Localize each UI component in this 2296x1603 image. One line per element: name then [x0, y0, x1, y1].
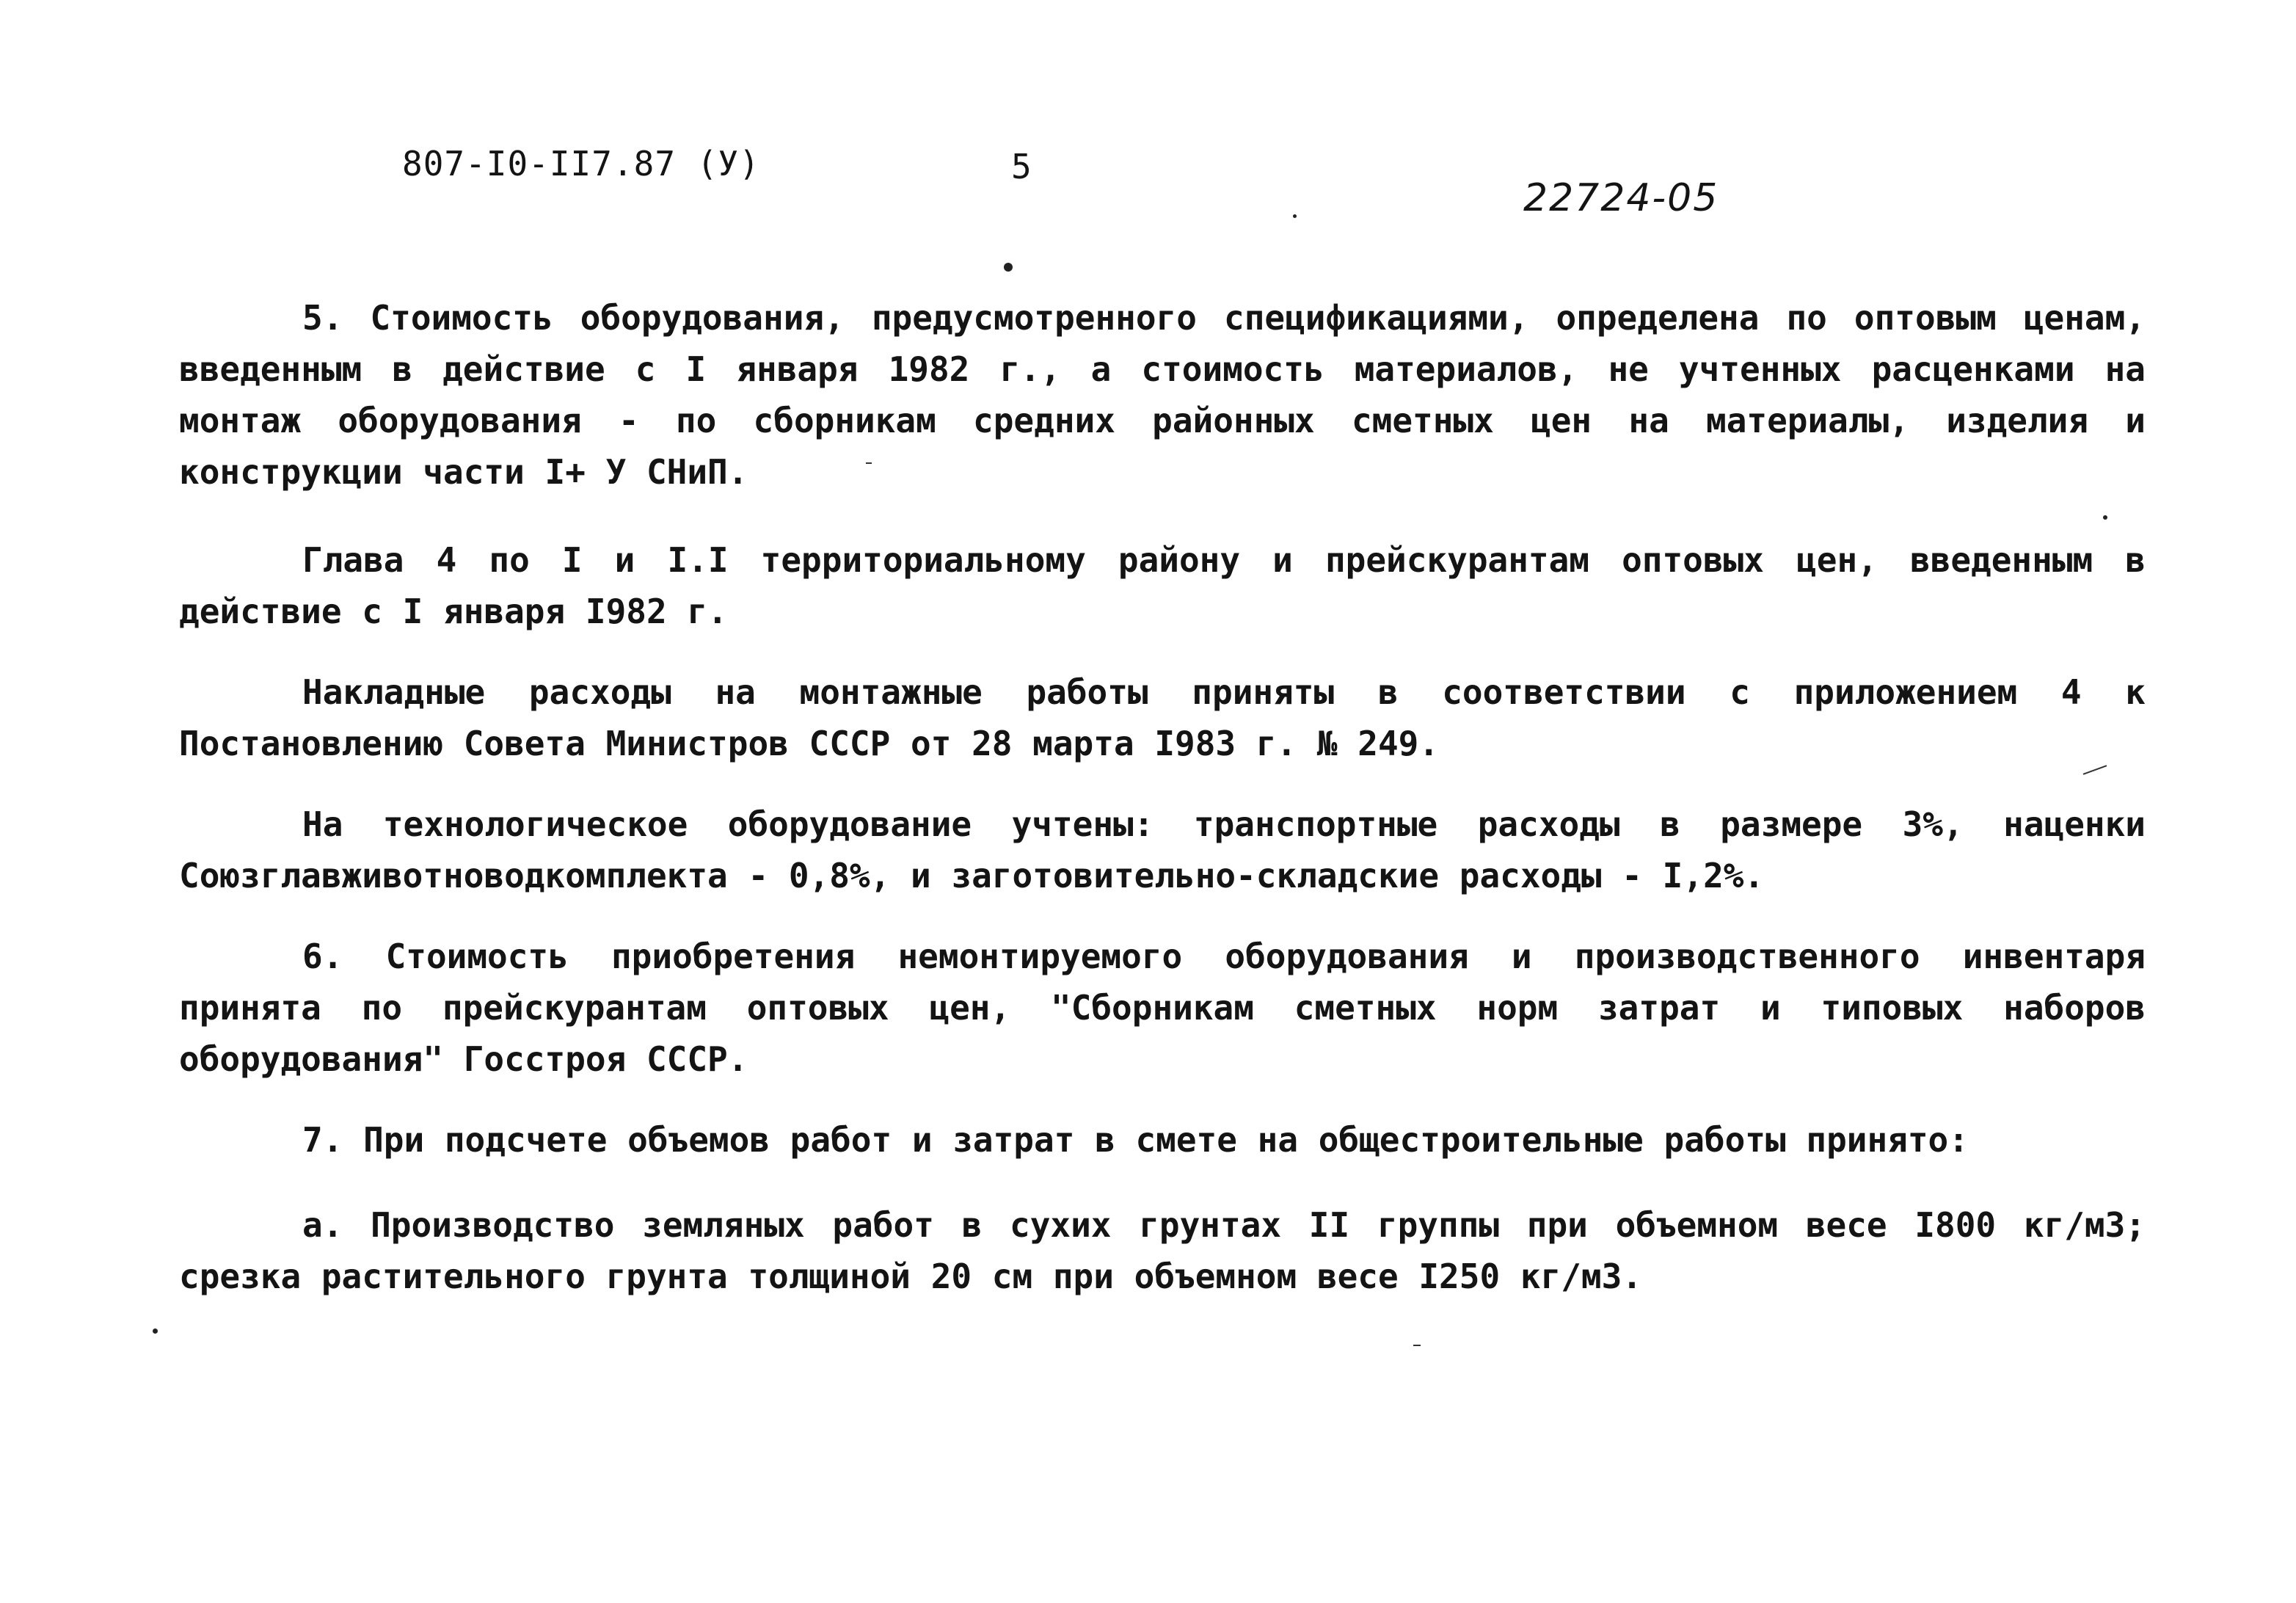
paragraph-5-equipment-cost: 5. Стоимость оборудования, предусмотренного спецификациями, определена по оптовым ценам, введенным в действие с I января 1982 г., а стоимость материалов, не учтенных расценками на монтаж оборудования - по сборникам средних районных сметных цен на материалы, изделия и конструкции части I+ У СНиП.: [179, 298, 2146, 492]
scan-mark: [866, 462, 872, 464]
paragraph-7-volume-calculation: 7. При подсчете объемов работ и затрат в смете на общестроительные работы принято:: [302, 1120, 1969, 1160]
archive-number: 22724-05: [1523, 176, 1719, 220]
document-code: 807-I0-II7.87 (У): [402, 144, 760, 183]
paragraph-a-earthworks: а. Производство земляных работ в сухих грунтах II группы при объемном весе I800 кг/м3; срезка растительного грунта толщиной 20 см при объемном весе I250 кг/м3.: [179, 1205, 2146, 1296]
scan-speck: [1004, 263, 1013, 272]
scan-mark: [1413, 1345, 1421, 1346]
paragraph-transport-markup: На технологическое оборудование учтены: транспортные расходы в размере 3%, наценки Союзглавживотноводкомплекта - 0,8%, и заготовительно-складские расходы - I,2%.: [179, 804, 2146, 895]
paragraph-overhead-costs: Накладные расходы на монтажные работы приняты в соответствии с приложением 4 к Постановлению Совета Министров СССР от 28 марта I983 г. № 249.: [179, 672, 2146, 763]
scan-speck: [1293, 214, 1297, 218]
paragraph-6-non-mounted-equipment: 6. Стоимость приобретения немонтируемого оборудования и производственного инвентаря принята по прейскурантам оптовых цен, "Сборникам сметных норм затрат и типовых наборов оборудования" Госстроя СССР.: [179, 937, 2146, 1079]
scan-speck: [153, 1328, 158, 1334]
paragraph-chapter-4: Глава 4 по I и I.I территориальному району и прейскурантам оптовых цен, введенным в действие с I января I982 г.: [179, 540, 2146, 631]
scan-speck: [2103, 515, 2107, 520]
page-number: 5: [1011, 147, 1032, 186]
